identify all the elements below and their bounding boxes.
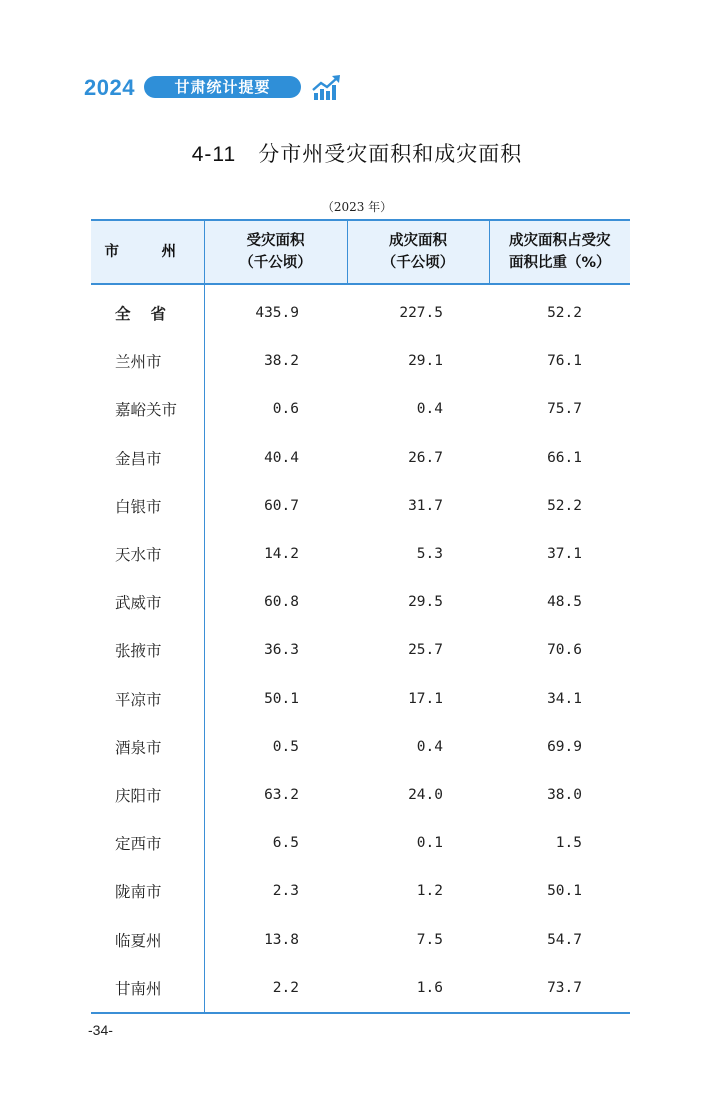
table-row [91, 819, 630, 867]
table-row [91, 867, 630, 915]
damage-ratio-cell: 1.5 [555, 835, 582, 852]
damage-ratio-cell: 73.7 [489, 964, 630, 1013]
region-name-cell: 张掖市 [115, 642, 162, 661]
damage-ratio-cell: 70.6 [547, 642, 582, 659]
damage-ratio-cell: 34.1 [547, 690, 582, 707]
damage-ratio-cell: 38.0 [547, 786, 582, 803]
affected-area-cell: 2.2 [204, 964, 347, 1013]
affected-area-cell: 14.2 [204, 530, 347, 578]
table-row [91, 964, 630, 1013]
damaged-area-cell: 25.7 [408, 642, 443, 659]
table-row [91, 578, 630, 626]
damaged-area-cell: 26.7 [408, 449, 443, 466]
affected-area-cell: 50.1 [204, 675, 347, 723]
damaged-area-cell: 24.0 [408, 786, 443, 803]
damaged-area-cell: 29.5 [408, 594, 443, 611]
affected-area-cell: 0.6 [204, 385, 347, 433]
header-region: 市 州 [91, 220, 204, 284]
table-body [91, 284, 630, 1013]
damage-ratio-cell: 76.1 [547, 353, 582, 370]
affected-area-cell: 6.5 [204, 819, 347, 867]
table-row [91, 626, 630, 674]
table-row [91, 771, 630, 819]
damage-ratio-cell: 48.5 [547, 594, 582, 611]
damaged-area-cell: 227.5 [399, 305, 443, 322]
affected-area-cell: 40.4 [204, 434, 347, 482]
region-name-cell: 酒泉市 [115, 738, 162, 757]
region-name-cell: 金昌市 [115, 449, 162, 468]
data-table [91, 219, 630, 1014]
affected-area-cell: 13.8 [204, 915, 347, 963]
table-row-total [91, 284, 630, 337]
table-row [91, 530, 630, 578]
damaged-area-cell: 29.1 [408, 353, 443, 370]
damaged-area-cell: 0.4 [416, 738, 443, 755]
table-row [91, 915, 630, 963]
table-row [91, 385, 630, 433]
table-year-note: （2023 年） [321, 200, 393, 214]
affected-area-cell: 0.5 [204, 723, 347, 771]
affected-area-cell: 38.2 [204, 337, 347, 385]
region-name-cell: 庆阳市 [115, 786, 162, 805]
table-title-text: 分市州受灾面积和成灾面积 [258, 142, 523, 166]
affected-area-cell: 2.3 [204, 867, 347, 915]
damaged-area-cell: 1.2 [416, 883, 443, 900]
region-name-cell: 全省 [115, 305, 187, 324]
damage-ratio-cell: 52.2 [547, 305, 582, 322]
damage-ratio-cell: 52.2 [547, 497, 582, 514]
table-row [91, 482, 630, 530]
affected-area-cell: 60.8 [204, 578, 347, 626]
damaged-area-cell: 5.3 [416, 546, 443, 563]
damage-ratio-cell: 54.7 [547, 931, 582, 948]
table-row [91, 337, 630, 385]
trend-chart-icon [312, 74, 342, 102]
table-row [91, 675, 630, 723]
affected-area-cell: 435.9 [204, 284, 347, 337]
table-row [91, 434, 630, 482]
table-row [91, 723, 630, 771]
affected-area-cell: 36.3 [204, 626, 347, 674]
region-name-cell: 平凉市 [115, 690, 162, 709]
header-damaged-area: 成灾面积 （千公顷） [347, 220, 489, 284]
damaged-area-cell: 1.6 [347, 964, 489, 1013]
damage-ratio-cell: 69.9 [547, 738, 582, 755]
data-table-container [91, 219, 630, 1014]
region-name-cell: 甘南州 [91, 964, 204, 1013]
region-name-cell: 天水市 [115, 546, 162, 565]
table-number: 4-11 [191, 143, 237, 166]
region-name-cell: 嘉峪关市 [115, 401, 178, 420]
damaged-area-cell: 0.1 [416, 835, 443, 852]
region-name-cell: 陇南市 [115, 883, 162, 902]
affected-area-cell: 63.2 [204, 771, 347, 819]
region-name-cell: 兰州市 [115, 353, 162, 372]
damaged-area-cell: 7.5 [416, 931, 443, 948]
table-title [0, 138, 714, 168]
damage-ratio-cell: 75.7 [547, 401, 582, 418]
damaged-area-cell: 17.1 [408, 690, 443, 707]
header-affected-area: 受灾面积 （千公顷） [204, 220, 347, 284]
damage-ratio-cell: 66.1 [547, 449, 582, 466]
region-name-cell: 定西市 [115, 835, 162, 854]
damaged-area-cell: 31.7 [408, 497, 443, 514]
header-year: 2024 [84, 75, 135, 100]
header-damage-ratio: 成灾面积占受灾 面积比重（%） [489, 220, 630, 284]
damage-ratio-cell: 37.1 [547, 546, 582, 563]
region-name-cell: 武威市 [115, 594, 162, 613]
page-header [84, 72, 344, 104]
header-badge: 甘肃统计提要 [144, 76, 301, 98]
affected-area-cell: 60.7 [204, 482, 347, 530]
damage-ratio-cell: 50.1 [547, 883, 582, 900]
region-name-cell: 临夏州 [115, 931, 162, 950]
damaged-area-cell: 0.4 [416, 401, 443, 418]
region-name-cell: 白银市 [115, 497, 162, 516]
page-number: -34- [88, 1022, 113, 1038]
table-header-row [91, 220, 630, 284]
